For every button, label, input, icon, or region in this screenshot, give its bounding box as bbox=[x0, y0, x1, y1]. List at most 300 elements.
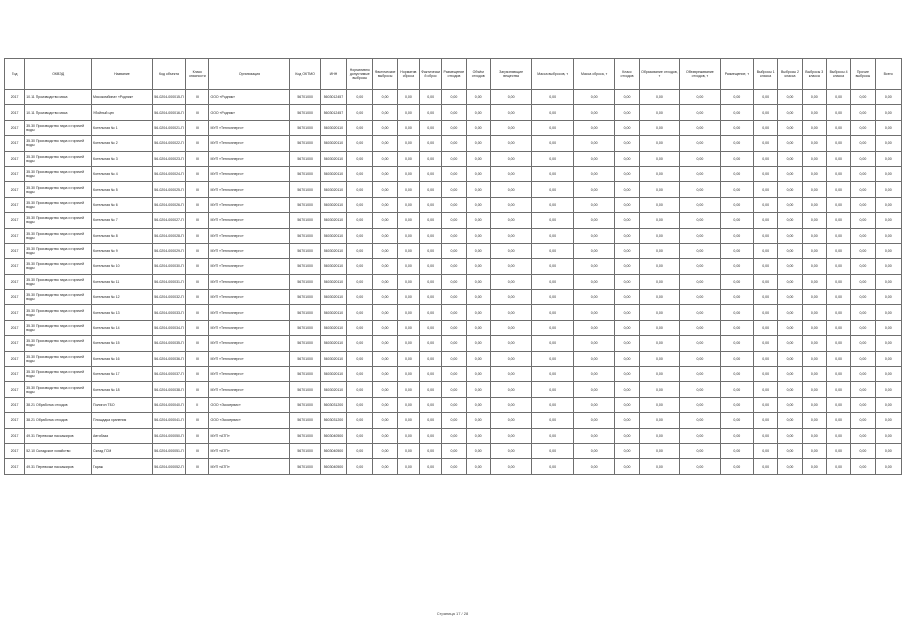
table-cell: 0,00 bbox=[826, 443, 850, 458]
table-cell: 0,00 bbox=[373, 105, 397, 120]
table-cell: 0,00 bbox=[826, 290, 850, 305]
table-cell: 0,00 bbox=[615, 367, 639, 382]
table-cell: 0,00 bbox=[826, 136, 850, 151]
table-cell: 0,00 bbox=[397, 166, 419, 181]
column-header: Нормативно допустимые выбросы bbox=[347, 59, 373, 90]
table-cell: 0,00 bbox=[639, 90, 679, 105]
table-cell: 0,00 bbox=[397, 259, 419, 274]
table-cell: 0,00 bbox=[573, 443, 615, 458]
table-cell: 35.30 Производство пара и горячей воды bbox=[25, 151, 92, 166]
table-cell: III bbox=[186, 105, 209, 120]
table-cell: 0,00 bbox=[466, 197, 490, 212]
table-cell: 0,00 bbox=[720, 197, 753, 212]
table-cell: 0,00 bbox=[720, 413, 753, 428]
table-cell: 0,00 bbox=[347, 320, 373, 335]
column-header: ИНН bbox=[320, 59, 346, 90]
table-cell: 0,00 bbox=[826, 274, 850, 289]
table-cell: 0,00 bbox=[826, 428, 850, 443]
column-header: Фактический сброс bbox=[420, 59, 442, 90]
table-cell: 0,00 bbox=[615, 151, 639, 166]
table-cell: 56-0204-000032-П bbox=[152, 290, 185, 305]
table-cell: 0,00 bbox=[802, 290, 826, 305]
table-row bbox=[5, 290, 902, 305]
table-cell: 2017 bbox=[5, 243, 25, 258]
table-cell: 0,00 bbox=[573, 274, 615, 289]
table-cell: 0,00 bbox=[802, 367, 826, 382]
table-cell: 0,00 bbox=[802, 213, 826, 228]
table-cell: 0,00 bbox=[466, 351, 490, 366]
table-cell: 0,00 bbox=[875, 320, 901, 335]
table-row bbox=[5, 259, 902, 274]
table-cell: 0,00 bbox=[397, 367, 419, 382]
table-cell: 0,00 bbox=[373, 413, 397, 428]
table-cell: 5603040500 bbox=[320, 443, 346, 458]
table-cell: 56-0204-000035-П bbox=[152, 336, 185, 351]
table-cell: 0,00 bbox=[420, 120, 442, 135]
table-cell: 0,00 bbox=[573, 305, 615, 320]
table-cell: 0,00 bbox=[442, 274, 466, 289]
table-cell: 0,00 bbox=[802, 243, 826, 258]
table-cell: 0,00 bbox=[615, 413, 639, 428]
table-cell: 0,00 bbox=[573, 213, 615, 228]
table-cell: МУП «Теплоэнерго» bbox=[209, 151, 290, 166]
table-cell: 0,00 bbox=[420, 274, 442, 289]
table-cell: 0,00 bbox=[802, 136, 826, 151]
table-cell: 0,00 bbox=[420, 459, 442, 474]
table-cell: 0,00 bbox=[851, 90, 875, 105]
table-cell: 0,00 bbox=[490, 459, 532, 474]
table-cell: 0,00 bbox=[826, 459, 850, 474]
table-cell: 0,00 bbox=[875, 290, 901, 305]
table-cell: 0,00 bbox=[420, 136, 442, 151]
table-cell: 0,00 bbox=[720, 336, 753, 351]
table-cell: 2017 bbox=[5, 182, 25, 197]
table-cell: 0,00 bbox=[373, 336, 397, 351]
table-cell: 0,00 bbox=[680, 459, 720, 474]
table-cell: 2017 bbox=[5, 397, 25, 412]
table-cell: 0,00 bbox=[680, 382, 720, 397]
table-cell: 0,00 bbox=[639, 351, 679, 366]
table-cell: 0,00 bbox=[680, 367, 720, 382]
table-cell: 56-0204-000052-П bbox=[152, 459, 185, 474]
table-cell: 0,00 bbox=[420, 397, 442, 412]
table-cell: 35.30 Производство пара и горячей воды bbox=[25, 182, 92, 197]
table-cell: 0,00 bbox=[802, 320, 826, 335]
table-cell: 0,00 bbox=[802, 336, 826, 351]
table-row bbox=[5, 367, 902, 382]
table-cell: 0,00 bbox=[490, 136, 532, 151]
table-cell: 0,00 bbox=[875, 305, 901, 320]
table-cell: 0,00 bbox=[615, 382, 639, 397]
table-cell: 0,00 bbox=[875, 213, 901, 228]
table-cell: 0,00 bbox=[420, 197, 442, 212]
table-cell: 0,00 bbox=[851, 197, 875, 212]
table-cell: 56701000 bbox=[290, 320, 320, 335]
table-cell: 0,00 bbox=[573, 382, 615, 397]
table-cell: 0,00 bbox=[720, 428, 753, 443]
table-cell: 0,00 bbox=[466, 367, 490, 382]
table-cell: 0,00 bbox=[615, 166, 639, 181]
table-cell: 0,00 bbox=[680, 90, 720, 105]
table-cell: 0,00 bbox=[373, 90, 397, 105]
table-cell: 0,00 bbox=[639, 459, 679, 474]
table-cell: 0,00 bbox=[802, 228, 826, 243]
table-cell: 0,00 bbox=[615, 305, 639, 320]
table-cell: 2017 bbox=[5, 459, 25, 474]
table-cell: 0,00 bbox=[373, 382, 397, 397]
table-cell: 0,00 bbox=[490, 197, 532, 212]
table-cell: 0,00 bbox=[573, 290, 615, 305]
table-cell: 2017 bbox=[5, 151, 25, 166]
table-cell: 0,00 bbox=[851, 166, 875, 181]
column-header: ОКВЭД bbox=[25, 59, 92, 90]
table-cell: 0,00 bbox=[754, 367, 778, 382]
table-cell: 0,00 bbox=[490, 305, 532, 320]
table-cell: 0,00 bbox=[347, 397, 373, 412]
table-cell: 10.11 Производство мяса bbox=[25, 105, 92, 120]
table-cell: 0,00 bbox=[720, 274, 753, 289]
table-cell: 0,00 bbox=[490, 120, 532, 135]
table-cell: 0,00 bbox=[532, 290, 574, 305]
table-cell: 56-0204-000027-П bbox=[152, 213, 185, 228]
table-cell: 0,00 bbox=[532, 397, 574, 412]
table-cell: 0,00 bbox=[680, 213, 720, 228]
table-cell: 0,00 bbox=[720, 367, 753, 382]
table-cell: III bbox=[186, 228, 209, 243]
table-cell: 0,00 bbox=[442, 428, 466, 443]
table-cell: 0,00 bbox=[347, 382, 373, 397]
table-cell: 0,00 bbox=[615, 274, 639, 289]
table-cell: 0,00 bbox=[347, 90, 373, 105]
table-cell: 0,00 bbox=[373, 305, 397, 320]
table-cell: 5603020110 bbox=[320, 197, 346, 212]
table-cell: 0,00 bbox=[573, 120, 615, 135]
column-header: Фактические выбросы bbox=[373, 59, 397, 90]
table-cell: 56701000 bbox=[290, 336, 320, 351]
table-cell: 0,00 bbox=[442, 459, 466, 474]
table-cell: 56701000 bbox=[290, 213, 320, 228]
table-cell: 0,00 bbox=[532, 367, 574, 382]
table-cell: 0,00 bbox=[615, 259, 639, 274]
table-cell: МУП «Теплоэнерго» bbox=[209, 136, 290, 151]
table-cell: 0,00 bbox=[420, 367, 442, 382]
table-cell: 0,00 bbox=[826, 413, 850, 428]
table-cell: 0,00 bbox=[347, 182, 373, 197]
table-cell: 0,00 bbox=[397, 197, 419, 212]
table-cell: 0,00 bbox=[347, 351, 373, 366]
table-cell: 5603020110 bbox=[320, 259, 346, 274]
table-cell: 0,00 bbox=[720, 182, 753, 197]
table-cell: 0,00 bbox=[802, 151, 826, 166]
table-cell: 0,00 bbox=[754, 136, 778, 151]
table-cell: 2017 bbox=[5, 274, 25, 289]
table-cell: 0,00 bbox=[466, 182, 490, 197]
table-cell: 0,00 bbox=[490, 336, 532, 351]
table-cell: 56-0204-000038-П bbox=[152, 382, 185, 397]
table-cell: 0,00 bbox=[875, 443, 901, 458]
table-cell: 0,00 bbox=[442, 382, 466, 397]
table-cell: 0,00 bbox=[639, 413, 679, 428]
table-cell: 56701000 bbox=[290, 197, 320, 212]
table-cell: 0,00 bbox=[754, 413, 778, 428]
table-cell: 0,00 bbox=[373, 351, 397, 366]
table-cell: 0,00 bbox=[466, 413, 490, 428]
table-cell: 0,00 bbox=[826, 228, 850, 243]
table-cell: 35.30 Производство пара и горячей воды bbox=[25, 274, 92, 289]
table-cell: 0,00 bbox=[466, 382, 490, 397]
table-cell: 0,00 bbox=[397, 428, 419, 443]
table-cell: 5603020110 bbox=[320, 151, 346, 166]
table-cell: 0,00 bbox=[720, 243, 753, 258]
table-cell: 0,00 bbox=[397, 336, 419, 351]
table-cell: 0,00 bbox=[532, 336, 574, 351]
table-cell: 2017 bbox=[5, 336, 25, 351]
table-cell: III bbox=[186, 213, 209, 228]
table-cell: 2017 bbox=[5, 320, 25, 335]
table-cell: 0,00 bbox=[373, 228, 397, 243]
table-cell: 35.30 Производство пара и горячей воды bbox=[25, 336, 92, 351]
table-row bbox=[5, 351, 902, 366]
table-cell: 0,00 bbox=[397, 182, 419, 197]
table-cell: 0,00 bbox=[490, 397, 532, 412]
table-cell: 0,00 bbox=[802, 413, 826, 428]
table-cell: III bbox=[186, 136, 209, 151]
table-cell: 56701000 bbox=[290, 274, 320, 289]
table-cell: 0,00 bbox=[532, 213, 574, 228]
table-cell: МУП «Теплоэнерго» bbox=[209, 197, 290, 212]
table-cell: Котельная № 8 bbox=[92, 228, 153, 243]
table-cell: 0,00 bbox=[778, 351, 802, 366]
table-cell: 0,00 bbox=[420, 228, 442, 243]
table-cell: 0,00 bbox=[851, 213, 875, 228]
table-cell: МУП «Теплоэнерго» bbox=[209, 213, 290, 228]
table-cell: III bbox=[186, 351, 209, 366]
table-cell: 0,00 bbox=[639, 443, 679, 458]
table-cell: III bbox=[186, 197, 209, 212]
table-cell: 0,00 bbox=[826, 259, 850, 274]
table-cell: Котельная № 9 bbox=[92, 243, 153, 258]
table-cell: 0,00 bbox=[532, 459, 574, 474]
table-cell: 0,00 bbox=[466, 428, 490, 443]
column-header: Всего bbox=[875, 59, 901, 90]
table-cell: 0,00 bbox=[802, 166, 826, 181]
table-cell: 56701000 bbox=[290, 305, 320, 320]
table-cell: 0,00 bbox=[420, 428, 442, 443]
table-cell: 0,00 bbox=[851, 228, 875, 243]
table-cell: 0,00 bbox=[397, 443, 419, 458]
table-cell: 0,00 bbox=[373, 151, 397, 166]
table-cell: 0,00 bbox=[778, 459, 802, 474]
table-cell: 0,00 bbox=[639, 197, 679, 212]
table-cell: 0,00 bbox=[420, 320, 442, 335]
table-cell: 0,00 bbox=[615, 443, 639, 458]
table-cell: III bbox=[186, 120, 209, 135]
table-cell: 0,00 bbox=[347, 443, 373, 458]
table-cell: 0,00 bbox=[573, 151, 615, 166]
table-cell: МУП «АТП» bbox=[209, 428, 290, 443]
table-cell: 0,00 bbox=[490, 290, 532, 305]
table-cell: 0,00 bbox=[615, 351, 639, 366]
table-row bbox=[5, 336, 902, 351]
table-cell: III bbox=[186, 367, 209, 382]
table-cell: 0,00 bbox=[347, 259, 373, 274]
table-cell: 0,00 bbox=[397, 459, 419, 474]
table-cell: 0,00 bbox=[490, 166, 532, 181]
table-cell: 5603020110 bbox=[320, 182, 346, 197]
table-cell: Автобаза bbox=[92, 428, 153, 443]
table-cell: 0,00 bbox=[420, 243, 442, 258]
table-cell: 0,00 bbox=[639, 290, 679, 305]
table-cell: 56701000 bbox=[290, 290, 320, 305]
table-cell: 0,00 bbox=[573, 459, 615, 474]
table-cell: 0,00 bbox=[442, 320, 466, 335]
table-cell: 5603020110 bbox=[320, 274, 346, 289]
table-cell: 0,00 bbox=[754, 443, 778, 458]
table-cell: 5603031200 bbox=[320, 413, 346, 428]
table-cell: 0,00 bbox=[778, 336, 802, 351]
table-cell: 0,00 bbox=[875, 351, 901, 366]
table-cell: 38.21 Обработка отходов bbox=[25, 397, 92, 412]
table-cell: 0,00 bbox=[397, 120, 419, 135]
table-cell: МУП «Теплоэнерго» bbox=[209, 290, 290, 305]
table-row bbox=[5, 90, 902, 105]
table-cell: 56-0204-000023-П bbox=[152, 151, 185, 166]
table-cell: 10.11 Производство мяса bbox=[25, 90, 92, 105]
table-cell: 0,00 bbox=[826, 397, 850, 412]
table-cell: 2017 bbox=[5, 290, 25, 305]
table-cell: Котельная № 4 bbox=[92, 166, 153, 181]
table-cell: 0,00 bbox=[442, 243, 466, 258]
table-cell: 0,00 bbox=[420, 182, 442, 197]
table-cell: МУП «Теплоэнерго» bbox=[209, 320, 290, 335]
table-cell: 0,00 bbox=[851, 382, 875, 397]
table-cell: 0,00 bbox=[373, 182, 397, 197]
table-cell: 0,00 bbox=[778, 367, 802, 382]
table-cell: 0,00 bbox=[397, 382, 419, 397]
table-cell: 0,00 bbox=[347, 120, 373, 135]
table-cell: МУП «АТП» bbox=[209, 459, 290, 474]
table-cell: 2017 bbox=[5, 120, 25, 135]
table-cell: 56-0204-000036-П bbox=[152, 351, 185, 366]
table-cell: 0,00 bbox=[490, 213, 532, 228]
table-cell: Котельная № 12 bbox=[92, 290, 153, 305]
table-cell: 0,00 bbox=[442, 182, 466, 197]
table-cell: 0,00 bbox=[615, 336, 639, 351]
table-cell: 56701000 bbox=[290, 120, 320, 135]
table-cell: 56701000 bbox=[290, 105, 320, 120]
table-cell: 0,00 bbox=[851, 105, 875, 120]
table-cell: Котельная № 10 bbox=[92, 259, 153, 274]
table-cell: 0,00 bbox=[851, 151, 875, 166]
table-cell: 0,00 bbox=[639, 259, 679, 274]
table-cell: 5603040500 bbox=[320, 428, 346, 443]
table-cell: 0,00 bbox=[802, 428, 826, 443]
column-header: Загрязняющие вещества bbox=[490, 59, 532, 90]
table-cell: 0,00 bbox=[826, 367, 850, 382]
table-cell: 0,00 bbox=[802, 274, 826, 289]
table-cell: 0,00 bbox=[802, 305, 826, 320]
table-cell: 56701000 bbox=[290, 397, 320, 412]
table-cell: III bbox=[186, 166, 209, 181]
table-row bbox=[5, 151, 902, 166]
table-cell: 0,00 bbox=[720, 443, 753, 458]
table-cell: 0,00 bbox=[778, 428, 802, 443]
table-cell: 0,00 bbox=[875, 413, 901, 428]
table-cell: 56-0204-000029-П bbox=[152, 243, 185, 258]
table-cell: 56-0204-000015-П bbox=[152, 90, 185, 105]
table-cell: 56701000 bbox=[290, 151, 320, 166]
table-cell: 35.30 Производство пара и горячей воды bbox=[25, 120, 92, 135]
table-cell: 0,00 bbox=[826, 120, 850, 135]
table-cell: 0,00 bbox=[680, 320, 720, 335]
table-cell: 0,00 bbox=[397, 90, 419, 105]
table-cell: 0,00 bbox=[680, 243, 720, 258]
table-cell: 5603020110 bbox=[320, 320, 346, 335]
table-cell: 0,00 bbox=[466, 305, 490, 320]
table-cell: 0,00 bbox=[680, 182, 720, 197]
table-cell: 0,00 bbox=[680, 120, 720, 135]
table-cell: 0,00 bbox=[466, 274, 490, 289]
table-cell: 0,00 bbox=[466, 151, 490, 166]
table-cell: 0,00 bbox=[851, 120, 875, 135]
table-cell: 2017 bbox=[5, 228, 25, 243]
table-cell: 2017 bbox=[5, 382, 25, 397]
table-cell: 0,00 bbox=[490, 367, 532, 382]
table-cell: 0,00 bbox=[778, 305, 802, 320]
table-cell: 0,00 bbox=[420, 290, 442, 305]
table-cell: III bbox=[186, 290, 209, 305]
table-cell: 0,00 bbox=[754, 182, 778, 197]
table-cell: 2017 bbox=[5, 166, 25, 181]
table-cell: 5603031200 bbox=[320, 397, 346, 412]
table-cell: МУП «Теплоэнерго» bbox=[209, 305, 290, 320]
table-cell: 0,00 bbox=[778, 197, 802, 212]
table-cell: Котельная № 13 bbox=[92, 305, 153, 320]
table-cell: 0,00 bbox=[532, 413, 574, 428]
column-header: Масса выбросов, т bbox=[532, 59, 574, 90]
table-cell: 0,00 bbox=[875, 459, 901, 474]
table-cell: 0,00 bbox=[490, 228, 532, 243]
table-cell: Котельная № 14 bbox=[92, 320, 153, 335]
table-cell: 0,00 bbox=[680, 351, 720, 366]
table-cell: 0,00 bbox=[778, 290, 802, 305]
table-cell: 0,00 bbox=[347, 274, 373, 289]
table-cell: 0,00 bbox=[615, 213, 639, 228]
table-cell: 0,00 bbox=[754, 197, 778, 212]
table-cell: 5603020110 bbox=[320, 351, 346, 366]
table-cell: 0,00 bbox=[875, 397, 901, 412]
table-cell: 2017 bbox=[5, 428, 25, 443]
table-row bbox=[5, 428, 902, 443]
table-header-row bbox=[5, 59, 902, 90]
table-cell: 35.30 Производство пара и горячей воды bbox=[25, 367, 92, 382]
table-cell: 0,00 bbox=[573, 182, 615, 197]
table-cell: 0,00 bbox=[680, 166, 720, 181]
column-header: Масса сброса, т bbox=[573, 59, 615, 90]
table-cell: 0,00 bbox=[466, 243, 490, 258]
table-cell: 0,00 bbox=[720, 290, 753, 305]
table-cell: 5603012457 bbox=[320, 90, 346, 105]
table-cell: 0,00 bbox=[347, 243, 373, 258]
table-cell: 0,00 bbox=[373, 367, 397, 382]
column-header: Год bbox=[5, 59, 25, 90]
table-cell: 0,00 bbox=[754, 166, 778, 181]
table-cell: 0,00 bbox=[851, 320, 875, 335]
table-cell: 0,00 bbox=[851, 136, 875, 151]
table-cell: 0,00 bbox=[466, 136, 490, 151]
table-cell: III bbox=[186, 413, 209, 428]
table-cell: 0,00 bbox=[442, 290, 466, 305]
